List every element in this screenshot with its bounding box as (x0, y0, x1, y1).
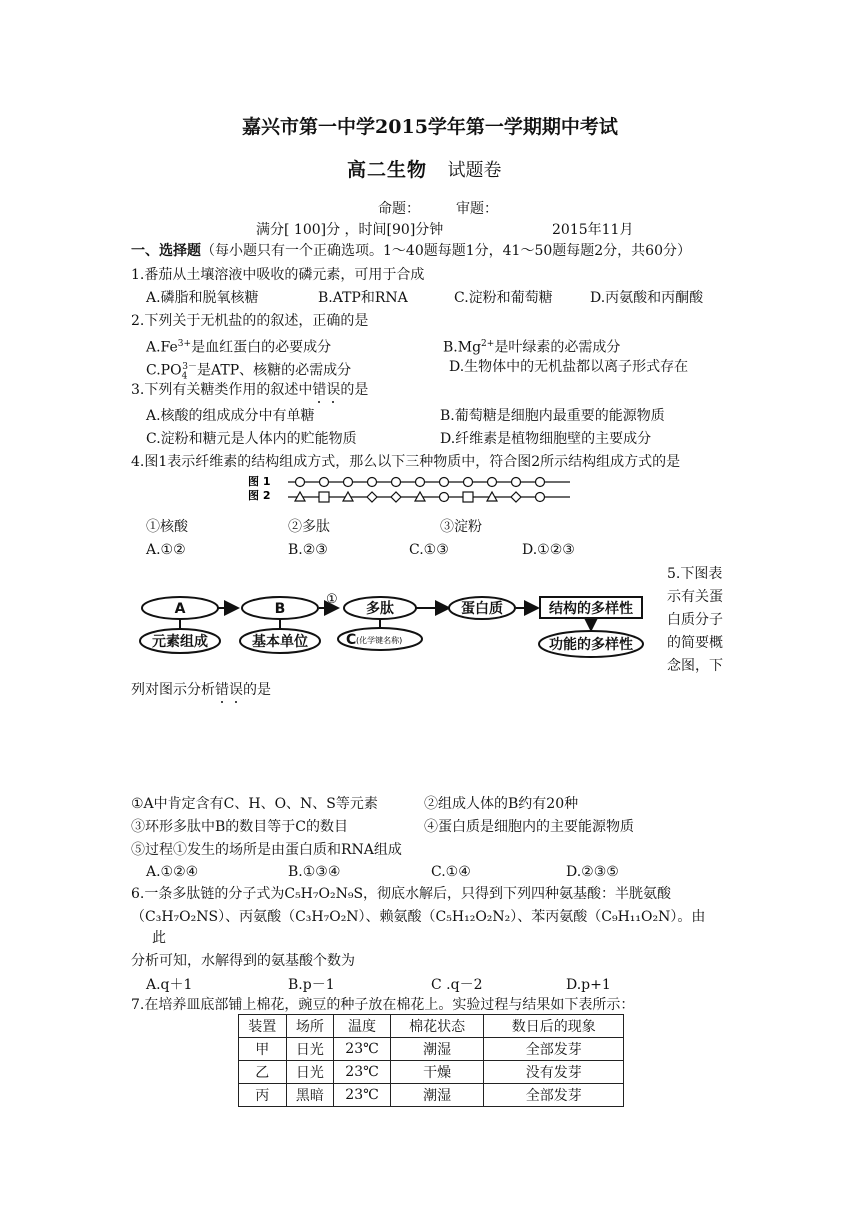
q5-side-line-5: 念图，下 (667, 658, 723, 674)
node-structure-label: 结构的多样性 (549, 601, 633, 617)
q5-statement-3: ③环形多肽中B的数目等于C的数目 (131, 819, 348, 835)
q5-option-c: C.①④ (431, 864, 471, 880)
question-7-stem: 7.在培养皿底部铺上棉花，豌豆的种子放在棉花上。实验过程与结果如下表所示： (131, 997, 635, 1013)
figure-1-chain (288, 478, 570, 487)
section-heading (131, 241, 691, 261)
table-cell: 全部发芽 (484, 1084, 624, 1107)
q1-option-b: B.ATP和RNA (318, 290, 408, 306)
diamond-monomer (511, 492, 521, 502)
q5-statement-2: ②组成人体的B约有20种 (424, 796, 579, 812)
q5-side-line-1: 5.下图表 (667, 566, 723, 582)
q4-item-3: ③淀粉 (440, 519, 482, 535)
circle-monomer (464, 478, 473, 487)
q6-line-4: 分析可知，水解得到的氨基酸个数为 (131, 953, 355, 969)
table-row (239, 1084, 624, 1107)
header-cell: 装置 (239, 1015, 287, 1038)
diamond-monomer (367, 492, 377, 502)
header-cell: 棉花状态 (390, 1015, 484, 1038)
q5-side-line-4: 的简要概 (667, 635, 723, 651)
q6-line-3: 此 (152, 930, 166, 946)
header-cell: 场所 (286, 1015, 334, 1038)
q6-option-b: B.p－1 (288, 977, 335, 993)
circle-monomer (416, 478, 425, 487)
circle-monomer (536, 478, 545, 487)
q2-option-b: $B.Mg^{2+}$是叶绿素的必需成分 (443, 339, 621, 356)
q4-option-d: D.①②③ (522, 542, 575, 558)
header-cell: 数日后的现象 (484, 1015, 624, 1038)
q6-option-a: A.q＋1 (146, 977, 193, 993)
table-cell: 乙 (239, 1061, 287, 1084)
q1-option-c: C.淀粉和葡萄糖 (454, 290, 553, 306)
table-cell: 全部发芽 (484, 1038, 624, 1061)
q5-option-a: A.①②④ (146, 864, 199, 880)
table-cell: 23℃ (334, 1038, 391, 1061)
exam-date: 2015年11月 (552, 222, 634, 238)
q4-option-a: A.①② (146, 542, 186, 558)
circle-monomer (344, 478, 353, 487)
protein-concept-diagram (134, 586, 654, 664)
table-cell: 丙 (239, 1084, 287, 1107)
q4-structure-figure (244, 474, 574, 504)
q6-line-2: （C₃H₇O₂NS）、丙氨酸（C₃H₇O₂N）、赖氨酸（C₅H₁₂O₂N₂）、苯丙氨酸（C₉H₁₁O₂N）。由 (131, 909, 706, 925)
q5-statement-4: ④蛋白质是细胞内的主要能源物质 (424, 819, 634, 835)
figure-2-chain (288, 492, 570, 502)
table-cell: 潮湿 (390, 1084, 484, 1107)
table-cell: 23℃ (334, 1061, 391, 1084)
circle-monomer (368, 478, 377, 487)
q2-option-a: $A.Fe^{3+}$是血红蛋白的必要成分 (146, 339, 332, 356)
reviewer-label: 审题： (456, 201, 498, 217)
node-protein-label: 蛋白质 (461, 601, 503, 617)
circle-monomer (440, 478, 449, 487)
figure-2-label: 图 2 (248, 489, 271, 502)
table-cell: 没有发芽 (484, 1061, 624, 1084)
q4-item-1: ①核酸 (146, 519, 188, 535)
q1-option-d: D.丙氨酸和丙酮酸 (590, 290, 704, 306)
q6-option-d: D.p+1 (566, 977, 611, 993)
node-peptide-label: 多肽 (366, 601, 394, 617)
question-4-stem: 4.图1表示纤维素的结构组成方式，那么以下三种物质中，符合图2所示结构组成方式的是 (131, 454, 681, 470)
question-1-stem: 1.番茄从土壤溶液中吸收的磷元素，可用于合成 (131, 267, 425, 283)
exam-info: 满分[ 100]分 ，时间[90]分钟 (256, 222, 444, 238)
experiment-table (238, 1014, 624, 1107)
question-3-stem: 3.下列有关糖类作用的叙述中错误的是 (131, 382, 369, 398)
q3-option-c: C.淀粉和糖元是人体内的贮能物质 (146, 431, 357, 447)
table-cell: 23℃ (334, 1084, 391, 1107)
circle-monomer (536, 493, 545, 502)
table-cell: 甲 (239, 1038, 287, 1061)
process-1-label: ① (326, 592, 338, 607)
table-cell: 干燥 (390, 1061, 484, 1084)
node-a-label: A (174, 601, 186, 617)
node-c-note: (化学键名称) (356, 636, 403, 645)
figure-1-label: 图 1 (248, 475, 271, 488)
circle-monomer (296, 478, 305, 487)
table-cell: 日光 (286, 1038, 334, 1061)
node-function-label: 功能的多样性 (549, 637, 633, 653)
q6-line-1: 6.一条多肽链的分子式为C₅H₇O₂N₉S，彻底水解后，只得到下列四种氨基酸：半胱氨酸 (131, 886, 672, 902)
section-note: （每小题只有一个正确选项。1～40题每题1分，41～50题每题2分，共60分） (201, 243, 691, 259)
section-title: 一、选择题 (131, 243, 201, 259)
circle-monomer (512, 478, 521, 487)
q5-statement-5: ⑤过程①发生的场所是由蛋白质和RNA组成 (131, 842, 402, 858)
proposer-label: 命题： (378, 201, 420, 217)
node-elements-label: 元素组成 (152, 634, 208, 650)
q4-item-2: ②多肽 (288, 519, 330, 535)
exam-title: 嘉兴市第一中学2015学年第一学期期中考试 (242, 116, 618, 138)
circle-monomer (440, 493, 449, 502)
node-b-label: B (274, 601, 286, 617)
paper-type: 试题卷 (447, 160, 502, 181)
node-c-letter: C (346, 632, 357, 648)
square-monomer (463, 492, 473, 502)
q3-option-a: A.核酸的组成成分中有单糖 (146, 408, 315, 424)
header-cell: 温度 (334, 1015, 391, 1038)
table-cell: 潮湿 (390, 1038, 484, 1061)
subject-name: 高二生物 (347, 159, 428, 181)
table-row (239, 1038, 624, 1061)
circle-monomer (392, 478, 401, 487)
diamond-monomer (391, 492, 401, 502)
node-unit-label: 基本单位 (252, 634, 308, 650)
q5-option-d: D.②③⑤ (566, 864, 619, 880)
q6-option-c: C .q－2 (431, 977, 483, 993)
exam-subtitle (347, 160, 501, 182)
q5-side-line-2: 示有关蛋 (667, 589, 723, 605)
q3-option-d: D.纤维素是植物细胞壁的主要成分 (440, 431, 652, 447)
square-monomer (319, 492, 329, 502)
q5-option-b: B.①③④ (288, 864, 341, 880)
table-cell: 日光 (286, 1061, 334, 1084)
q4-option-c: C.①③ (409, 542, 449, 558)
q1-option-a: A.磷脂和脱氧核糖 (146, 290, 259, 306)
circle-monomer (488, 478, 497, 487)
q2-option-c: $C.PO_4^{3-}$是ATP、核糖的必需成分 (146, 362, 352, 382)
q3-option-b: B.葡萄糖是细胞内最重要的能源物质 (440, 408, 665, 424)
question-2-stem: 2.下列关于无机盐的的叙述，正确的是 (131, 313, 369, 329)
q5-side-line-3: 白质分子 (667, 612, 723, 628)
table-cell: 黑暗 (286, 1084, 334, 1107)
q4-option-b: B.②③ (288, 542, 328, 558)
question-5-stem: 列对图示分析错误的是 (131, 682, 271, 698)
table-header-row (239, 1015, 624, 1038)
table-row (239, 1061, 624, 1084)
q5-statement-1: ①A中肯定含有C、H、O、N、S等元素 (131, 796, 378, 812)
q2-option-d: D.生物体中的无机盐都以离子形式存在 (449, 359, 689, 375)
circle-monomer (320, 478, 329, 487)
